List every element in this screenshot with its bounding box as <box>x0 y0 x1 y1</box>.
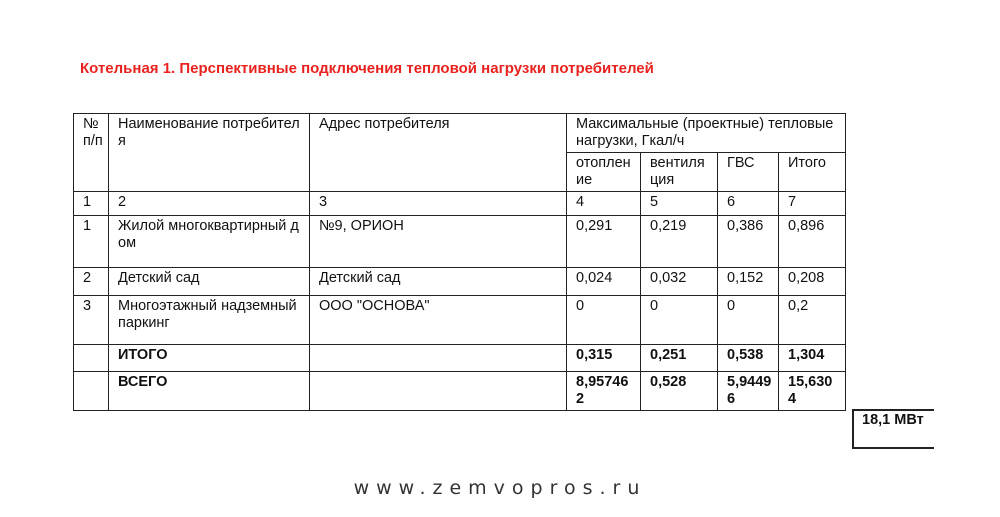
watermark: www.zemvopros.ru <box>353 477 647 499</box>
table-cell: 2 <box>74 268 109 296</box>
mw-total-note: 18,1 МВт <box>852 410 934 449</box>
table-cell: 0,2 <box>779 296 846 345</box>
table-cell: 8,957462 <box>567 372 641 411</box>
heat-load-table <box>73 113 846 411</box>
table-cell: 0,528 <box>641 372 718 411</box>
table-cell: Жилой многоквартирный дом <box>109 216 310 268</box>
table-cell <box>310 372 567 411</box>
table-cell: 3 <box>74 296 109 345</box>
table-cell: 0,251 <box>641 345 718 372</box>
table-cell: Детский сад <box>310 268 567 296</box>
table-cell: 5 <box>641 192 718 216</box>
table-cell: 4 <box>567 192 641 216</box>
header-heating: отопление <box>567 153 641 192</box>
table-row <box>74 296 846 345</box>
table-cell: 0,152 <box>718 268 779 296</box>
table-cell: 0 <box>567 296 641 345</box>
table-cell: 5,94496 <box>718 372 779 411</box>
grand-total-row <box>74 372 846 411</box>
grand-total-label: ВСЕГО <box>109 372 310 411</box>
table-cell: 0,208 <box>779 268 846 296</box>
document-title: Котельная 1. Перспективные подключения тепловой нагрузки потребителей <box>80 60 654 77</box>
table-cell: 2 <box>109 192 310 216</box>
header-hot-water: ГВС <box>718 153 779 192</box>
header-total: Итого <box>779 153 846 192</box>
table-cell: 0,291 <box>567 216 641 268</box>
header-loads-group: Максимальные (проектные) тепловые нагрузки, Гкал/ч <box>567 114 846 153</box>
table-cell: №9, ОРИОН <box>310 216 567 268</box>
total-row <box>74 345 846 372</box>
table-cell: 0 <box>641 296 718 345</box>
total-label: ИТОГО <box>109 345 310 372</box>
table-cell: 0,219 <box>641 216 718 268</box>
table-cell: 0,024 <box>567 268 641 296</box>
table-cell: Многоэтажный надземный паркинг <box>109 296 310 345</box>
table-cell: 0,032 <box>641 268 718 296</box>
table-cell: 1 <box>74 216 109 268</box>
table-cell: 15,6304 <box>779 372 846 411</box>
table-cell <box>74 372 109 411</box>
table-cell: 3 <box>310 192 567 216</box>
table-cell <box>310 345 567 372</box>
table-cell: 7 <box>779 192 846 216</box>
table-row <box>74 268 846 296</box>
header-num: № п/п <box>74 114 109 192</box>
table-cell: 1 <box>74 192 109 216</box>
index-row <box>74 192 846 216</box>
table-cell: 1,304 <box>779 345 846 372</box>
table-cell: 0,315 <box>567 345 641 372</box>
header-address: Адрес потребителя <box>310 114 567 192</box>
table-cell: 6 <box>718 192 779 216</box>
table-cell: Детский сад <box>109 268 310 296</box>
table-cell: ООО "ОСНОВА" <box>310 296 567 345</box>
table-cell <box>74 345 109 372</box>
table-row <box>74 216 846 268</box>
table-cell: 0,386 <box>718 216 779 268</box>
table-cell: 0 <box>718 296 779 345</box>
table-cell: 0,896 <box>779 216 846 268</box>
header-name: Наименование потребителя <box>109 114 310 192</box>
header-row <box>74 114 846 153</box>
header-ventilation: вентиляция <box>641 153 718 192</box>
table-cell: 0,538 <box>718 345 779 372</box>
